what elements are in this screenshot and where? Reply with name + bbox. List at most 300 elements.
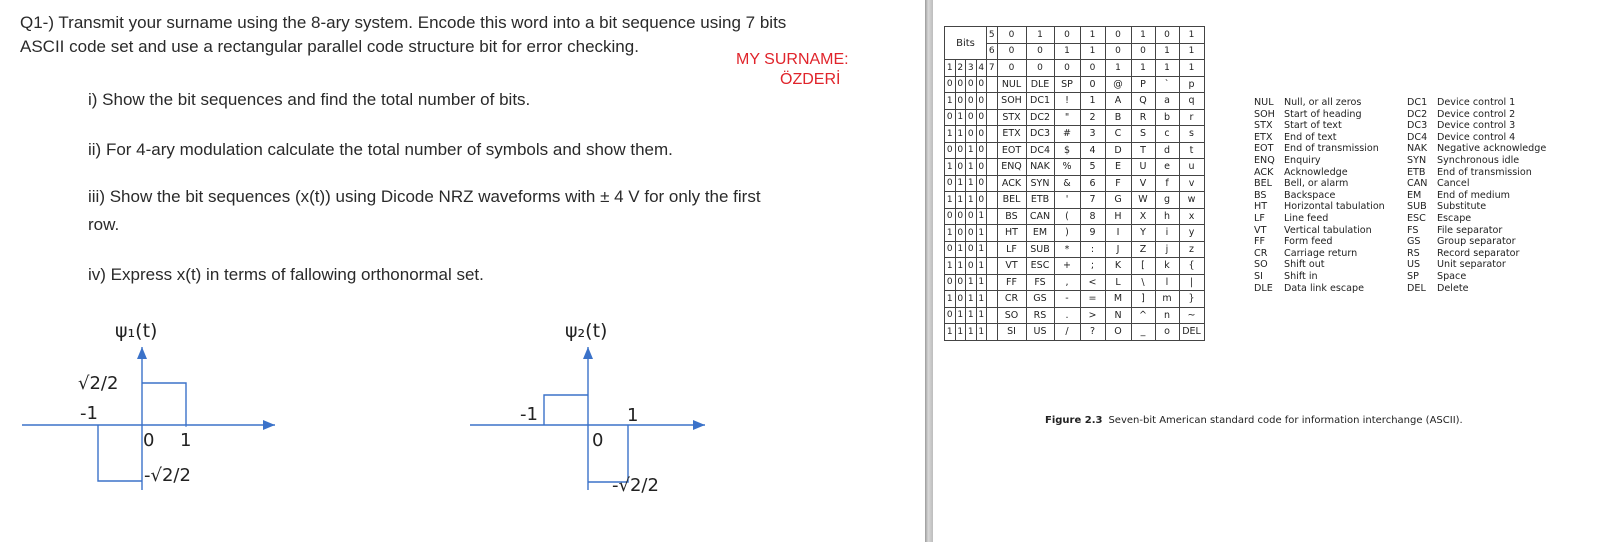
legend-entry	[1407, 190, 1546, 202]
legend-entry	[1254, 132, 1385, 144]
legend-desc: Substitute	[1437, 201, 1487, 213]
ascii-char-cell: DC4	[1026, 142, 1054, 159]
legend-entry	[1407, 143, 1546, 155]
bit-cell: 0	[955, 93, 966, 110]
legend-desc: Shift out	[1284, 259, 1325, 271]
bit-cell: 0	[955, 76, 966, 93]
ascii-char-cell: GS	[1026, 291, 1054, 308]
legend-abbr: ETB	[1407, 166, 1426, 178]
bit-cell: 0	[966, 208, 977, 225]
ascii-char-cell: ETB	[1026, 192, 1054, 209]
legend-abbr: STX	[1254, 120, 1273, 132]
legend-right	[1407, 97, 1546, 294]
bit-cell: 0	[966, 126, 977, 143]
legend-entry	[1254, 178, 1385, 190]
bit-cell: 1	[976, 307, 987, 324]
ascii-char-cell: m	[1155, 291, 1179, 308]
bit-header-cell: 0	[1054, 27, 1080, 44]
legend-abbr: SOH	[1254, 108, 1275, 120]
bit-header-cell: 0	[1026, 60, 1054, 77]
legend-desc: Space	[1437, 270, 1467, 282]
bit-header-cell: 0	[1105, 43, 1131, 60]
ascii-char-cell: STX	[997, 109, 1026, 126]
bit-cell: 1	[976, 258, 987, 275]
ascii-char-cell: f	[1155, 175, 1179, 192]
ascii-char-cell: c	[1155, 126, 1179, 143]
bit-cell: 0	[966, 109, 977, 126]
ascii-char-cell: DLE	[1026, 76, 1054, 93]
ascii-char-cell: s	[1179, 126, 1204, 143]
ascii-char-cell: G	[1105, 192, 1131, 209]
ascii-char-cell: )	[1054, 225, 1080, 242]
legend-desc: End of transmission	[1437, 166, 1532, 178]
ascii-char-cell: a	[1155, 93, 1179, 110]
ascii-char-cell: ETX	[997, 126, 1026, 143]
ascii-char-cell: !	[1054, 93, 1080, 110]
bit-cell: 1	[955, 109, 966, 126]
legend-abbr: DC4	[1407, 131, 1428, 143]
legend-abbr: SI	[1254, 270, 1263, 282]
bit-cell: 0	[966, 258, 977, 275]
bit-cell: 1	[976, 291, 987, 308]
bit-cell: 1	[976, 274, 987, 291]
bit-cell: 0	[945, 142, 956, 159]
spacer-cell	[987, 307, 998, 324]
ascii-char-cell: 5	[1080, 159, 1105, 176]
bit-cell: 1	[966, 192, 977, 209]
ascii-char-cell: /	[1054, 324, 1080, 341]
legend-abbr: RS	[1407, 247, 1420, 259]
ascii-row	[945, 274, 1205, 291]
bit-header-cell: 0	[997, 60, 1026, 77]
ascii-char-cell: A	[1105, 93, 1131, 110]
legend-abbr: DC1	[1407, 97, 1428, 108]
bit-cell: 0	[945, 274, 956, 291]
ascii-char-cell: 7	[1080, 192, 1105, 209]
bit-cell: 1	[955, 258, 966, 275]
spacer-cell	[987, 175, 998, 192]
legend-desc: Vertical tabulation	[1284, 224, 1372, 236]
legend-abbr: SUB	[1407, 201, 1427, 213]
legend-desc: Record separator	[1437, 247, 1520, 259]
ascii-char-cell: NUL	[997, 76, 1026, 93]
psi2-y-arrow	[583, 347, 593, 359]
ascii-char-cell: ;	[1080, 258, 1105, 275]
legend-abbr: SP	[1407, 270, 1419, 282]
legend-abbr: CR	[1254, 247, 1268, 259]
ascii-row	[945, 76, 1205, 93]
ascii-char-cell: 1	[1080, 93, 1105, 110]
bit-cell: 0	[976, 76, 987, 93]
bit-index-header: 1	[945, 60, 956, 77]
bit-cell: 0	[955, 274, 966, 291]
psi2-label: ψ₂(t)	[565, 320, 608, 342]
ascii-char-cell: #	[1054, 126, 1080, 143]
legend-desc: Shift in	[1284, 270, 1318, 282]
legend-entry	[1254, 248, 1385, 260]
ascii-row	[945, 159, 1205, 176]
ascii-char-cell: -	[1054, 291, 1080, 308]
ascii-header-row	[945, 27, 1205, 44]
ascii-char-cell: EM	[1026, 225, 1054, 242]
legend-desc: End of text	[1284, 131, 1337, 143]
bit-header-cell: 1	[1155, 60, 1179, 77]
legend-desc: Unit separator	[1437, 259, 1506, 271]
spacer-cell	[987, 225, 998, 242]
ascii-char-cell: ESC	[1026, 258, 1054, 275]
ascii-row	[945, 324, 1205, 341]
bit-cell: 1	[945, 291, 956, 308]
ascii-char-cell: 6	[1080, 175, 1105, 192]
legend-left	[1254, 97, 1385, 294]
ascii-char-cell: 0	[1080, 76, 1105, 93]
bit-cell: 1	[945, 258, 956, 275]
ascii-char-cell: ?	[1080, 324, 1105, 341]
psi1-x-arrow	[263, 420, 275, 430]
ascii-char-cell: V	[1131, 175, 1155, 192]
bit-cell: 0	[955, 142, 966, 159]
ascii-char-cell: l	[1155, 274, 1179, 291]
bit-cell: 0	[945, 208, 956, 225]
legend-entry	[1407, 109, 1546, 121]
bit-cell: 0	[976, 142, 987, 159]
ascii-char-cell: M	[1105, 291, 1131, 308]
bit-cell: 0	[976, 192, 987, 209]
legend-desc: End of transmission	[1284, 143, 1379, 155]
bit-header-cell: 1	[1054, 43, 1080, 60]
psi1-graph	[0, 305, 320, 505]
bit-index-header: 4	[976, 60, 987, 77]
figure-caption	[1045, 415, 1463, 426]
spacer-cell	[987, 241, 998, 258]
ascii-char-cell: p	[1179, 76, 1204, 93]
legend-desc: Bell, or alarm	[1284, 178, 1349, 190]
ascii-char-cell: K	[1105, 258, 1131, 275]
ascii-char-cell: SOH	[997, 93, 1026, 110]
legend-entry	[1407, 120, 1546, 132]
ascii-char-cell: SP	[1054, 76, 1080, 93]
bit-cell: 1	[955, 307, 966, 324]
ascii-char-cell: d	[1155, 142, 1179, 159]
ascii-row	[945, 192, 1205, 209]
psi2-x-neg: -1	[520, 404, 538, 425]
legend-entry	[1407, 283, 1546, 295]
bit-header-cell: 0	[1026, 43, 1054, 60]
ascii-char-cell: ,	[1054, 274, 1080, 291]
ascii-char-cell: \	[1131, 274, 1155, 291]
legend-desc: Group separator	[1437, 236, 1516, 248]
ascii-char-cell: Z	[1131, 241, 1155, 258]
psi2-graph	[470, 305, 800, 505]
ascii-char-cell: g	[1155, 192, 1179, 209]
legend-abbr: HT	[1254, 201, 1268, 213]
legend-desc: Carriage return	[1284, 247, 1358, 259]
legend-desc: Escape	[1437, 212, 1472, 224]
bit-cell: 1	[976, 324, 987, 341]
bit-cell: 1	[945, 93, 956, 110]
ascii-char-cell: 3	[1080, 126, 1105, 143]
ascii-row	[945, 126, 1205, 143]
legend-entry	[1254, 271, 1385, 283]
ascii-char-cell: @	[1105, 76, 1131, 93]
ascii-char-cell: <	[1080, 274, 1105, 291]
legend-entry	[1407, 97, 1546, 109]
ascii-char-cell: CAN	[1026, 208, 1054, 225]
bits-label: Bits	[945, 27, 987, 60]
legend-abbr: ENQ	[1254, 154, 1275, 166]
legend-abbr: CAN	[1407, 178, 1428, 190]
legend-abbr: DEL	[1407, 282, 1426, 294]
bit-cell: 1	[945, 126, 956, 143]
spacer-cell	[987, 324, 998, 341]
ascii-char-cell: DC2	[1026, 109, 1054, 126]
bit-cell: 1	[945, 192, 956, 209]
ascii-row	[945, 291, 1205, 308]
legend-abbr: SO	[1254, 259, 1268, 271]
ascii-char-cell: j	[1155, 241, 1179, 258]
ascii-char-cell: 2	[1080, 109, 1105, 126]
bit-cell: 1	[955, 175, 966, 192]
legend-abbr: DC3	[1407, 120, 1428, 132]
legend-entry	[1407, 259, 1546, 271]
legend-abbr: GS	[1407, 236, 1421, 248]
legend-abbr: LF	[1254, 212, 1265, 224]
ascii-header-row	[945, 60, 1205, 77]
legend-desc: Data link escape	[1284, 282, 1365, 294]
figure-caption-label: Figure 2.3	[1045, 415, 1103, 426]
ascii-char-cell: t	[1179, 142, 1204, 159]
bit-cell: 1	[966, 291, 977, 308]
legend-entry	[1407, 132, 1546, 144]
legend-entry	[1407, 178, 1546, 190]
legend-desc: Delete	[1437, 282, 1469, 294]
bit-cell: 1	[955, 324, 966, 341]
legend-entry	[1407, 248, 1546, 260]
ascii-char-cell: H	[1105, 208, 1131, 225]
legend-abbr: ESC	[1407, 212, 1426, 224]
question-title-line1: Q1-) Transmit your surname using the 8-ary system. Encode this word into a bit sequence using 7 bits	[20, 13, 787, 32]
legend-abbr: NAK	[1407, 143, 1428, 155]
legend-entry	[1407, 155, 1546, 167]
legend-entry	[1254, 120, 1385, 132]
ascii-char-cell: SYN	[1026, 175, 1054, 192]
ascii-char-cell: o	[1155, 324, 1179, 341]
bit-cell: 1	[945, 159, 956, 176]
bit-header-cell: 0	[1054, 60, 1080, 77]
ascii-char-cell: I	[1105, 225, 1131, 242]
ascii-char-cell: h	[1155, 208, 1179, 225]
ascii-char-cell: SUB	[1026, 241, 1054, 258]
bit-cell: 0	[976, 93, 987, 110]
legend-entry	[1407, 167, 1546, 179]
ascii-char-cell: n	[1155, 307, 1179, 324]
ascii-char-cell: `	[1155, 76, 1179, 93]
spacer-cell	[987, 291, 998, 308]
bit-cell: 1	[966, 142, 977, 159]
legend-abbr: EM	[1407, 189, 1422, 201]
ascii-char-cell: $	[1054, 142, 1080, 159]
bit-index-header: 2	[955, 60, 966, 77]
ascii-char-cell: NAK	[1026, 159, 1054, 176]
ascii-char-cell: FS	[1026, 274, 1054, 291]
bit-header-cell: 1	[1131, 27, 1155, 44]
bit-cell: 1	[945, 324, 956, 341]
legend-entry	[1254, 236, 1385, 248]
legend-desc: Synchronous idle	[1437, 154, 1520, 166]
psi1-neg-level: -√2/2	[144, 465, 191, 486]
ascii-char-cell: v	[1179, 175, 1204, 192]
part-iii	[88, 183, 900, 239]
legend-desc: Backspace	[1284, 189, 1336, 201]
spacer-cell	[987, 208, 998, 225]
ascii-char-cell: i	[1155, 225, 1179, 242]
legend-entry	[1254, 190, 1385, 202]
ascii-char-cell: Q	[1131, 93, 1155, 110]
ascii-char-cell: >	[1080, 307, 1105, 324]
bit-cell: 0	[966, 241, 977, 258]
ascii-char-cell: HT	[997, 225, 1026, 242]
ascii-char-cell: (	[1054, 208, 1080, 225]
legend-abbr: EOT	[1254, 143, 1274, 155]
surname-value: ÖZDERİ	[780, 71, 841, 88]
ascii-row	[945, 109, 1205, 126]
ascii-char-cell: {	[1179, 258, 1204, 275]
bit-header-cell: 1	[1080, 27, 1105, 44]
spacer-cell	[987, 142, 998, 159]
bit-cell: 0	[966, 93, 977, 110]
bit-header-cell: 1	[1179, 60, 1204, 77]
ascii-char-cell: US	[1026, 324, 1054, 341]
spacer-cell	[987, 258, 998, 275]
ascii-char-cell: B	[1105, 109, 1131, 126]
bit-cell: 1	[955, 126, 966, 143]
bit-position-label: 7	[987, 60, 998, 77]
bit-cell: 0	[945, 241, 956, 258]
ascii-char-cell: D	[1105, 142, 1131, 159]
bit-cell: 0	[945, 307, 956, 324]
legend-desc: Acknowledge	[1284, 166, 1348, 178]
bit-cell: 1	[966, 159, 977, 176]
legend-entry	[1254, 283, 1385, 295]
ascii-char-cell: 4	[1080, 142, 1105, 159]
ascii-char-cell: SO	[997, 307, 1026, 324]
bit-position-label: 6	[987, 43, 998, 60]
psi2-left-pulse	[544, 395, 588, 425]
spacer-cell	[987, 93, 998, 110]
ascii-char-cell: *	[1054, 241, 1080, 258]
bit-cell: 0	[955, 291, 966, 308]
ascii-char-cell: X	[1131, 208, 1155, 225]
bit-cell: 0	[976, 175, 987, 192]
legend-entry	[1254, 143, 1385, 155]
ascii-char-cell: "	[1054, 109, 1080, 126]
part-i: i) Show the bit sequences and find the total number of bits.	[88, 90, 531, 109]
spacer-cell	[987, 76, 998, 93]
psi2-neg-level: -√2/2	[612, 475, 659, 496]
ascii-char-cell: x	[1179, 208, 1204, 225]
spacer-cell	[987, 109, 998, 126]
ascii-char-cell: k	[1155, 258, 1179, 275]
legend-abbr: FF	[1254, 236, 1266, 248]
ascii-char-cell: L	[1105, 274, 1131, 291]
ascii-row	[945, 258, 1205, 275]
spacer-cell	[987, 274, 998, 291]
legend-abbr: BS	[1254, 189, 1267, 201]
bit-cell: 0	[966, 76, 977, 93]
ascii-char-cell: F	[1105, 175, 1131, 192]
ascii-char-cell: b	[1155, 109, 1179, 126]
bit-cell: 0	[955, 208, 966, 225]
bit-cell: 0	[976, 126, 987, 143]
ascii-char-cell: RS	[1026, 307, 1054, 324]
ascii-char-cell: LF	[997, 241, 1026, 258]
legend-desc: File separator	[1437, 224, 1503, 236]
legend-abbr: ETX	[1254, 131, 1273, 143]
ascii-table	[944, 26, 1205, 341]
bit-cell: 1	[976, 241, 987, 258]
ascii-char-cell: FF	[997, 274, 1026, 291]
bit-cell: 1	[976, 225, 987, 242]
psi2-x-pos: 1	[627, 405, 639, 426]
legend-abbr: VT	[1254, 224, 1267, 236]
ascii-char-cell: W	[1131, 192, 1155, 209]
bit-header-cell: 0	[1131, 43, 1155, 60]
ascii-row	[945, 93, 1205, 110]
ascii-char-cell: 8	[1080, 208, 1105, 225]
bit-cell: 1	[966, 274, 977, 291]
bit-cell: 0	[976, 159, 987, 176]
legend-entry	[1254, 201, 1385, 213]
ascii-char-cell: T	[1131, 142, 1155, 159]
bit-cell: 1	[966, 307, 977, 324]
question-title-line2: ASCII code set and use a rectangular parallel code structure bit for error checking.	[20, 37, 639, 56]
ascii-char-cell: r	[1179, 109, 1204, 126]
legend-entry	[1254, 259, 1385, 271]
legend-desc: Device control 4	[1437, 131, 1516, 143]
bit-header-cell: 0	[1105, 27, 1131, 44]
part-ii: ii) For 4-ary modulation calculate the total number of symbols and show them.	[88, 140, 673, 159]
bit-header-cell: 1	[1026, 27, 1054, 44]
bit-header-cell: 0	[997, 27, 1026, 44]
legend-entry	[1254, 109, 1385, 121]
bit-cell: 1	[955, 241, 966, 258]
legend-entry	[1407, 213, 1546, 225]
part-iii-line2: row.	[88, 215, 120, 234]
ascii-row	[945, 175, 1205, 192]
psi1-origin: 0	[143, 430, 155, 451]
ascii-char-cell: N	[1105, 307, 1131, 324]
bit-cell: 0	[955, 159, 966, 176]
ascii-char-cell: DC3	[1026, 126, 1054, 143]
bit-header-cell: 1	[1131, 60, 1155, 77]
ascii-char-cell: w	[1179, 192, 1204, 209]
bit-cell: 1	[955, 192, 966, 209]
ascii-char-cell: EOT	[997, 142, 1026, 159]
ascii-char-cell: R	[1131, 109, 1155, 126]
ascii-char-cell: SI	[997, 324, 1026, 341]
ascii-char-cell: DEL	[1179, 324, 1204, 341]
ascii-char-cell: =	[1080, 291, 1105, 308]
legend-desc: Form feed	[1284, 236, 1333, 248]
legend-entry	[1254, 97, 1385, 109]
ascii-char-cell: %	[1054, 159, 1080, 176]
ascii-char-cell: 9	[1080, 225, 1105, 242]
legend-entry	[1254, 167, 1385, 179]
ascii-char-cell: |	[1179, 274, 1204, 291]
legend-desc: End of medium	[1437, 189, 1511, 201]
ascii-char-cell: O	[1105, 324, 1131, 341]
bit-header-cell: 0	[1080, 60, 1105, 77]
